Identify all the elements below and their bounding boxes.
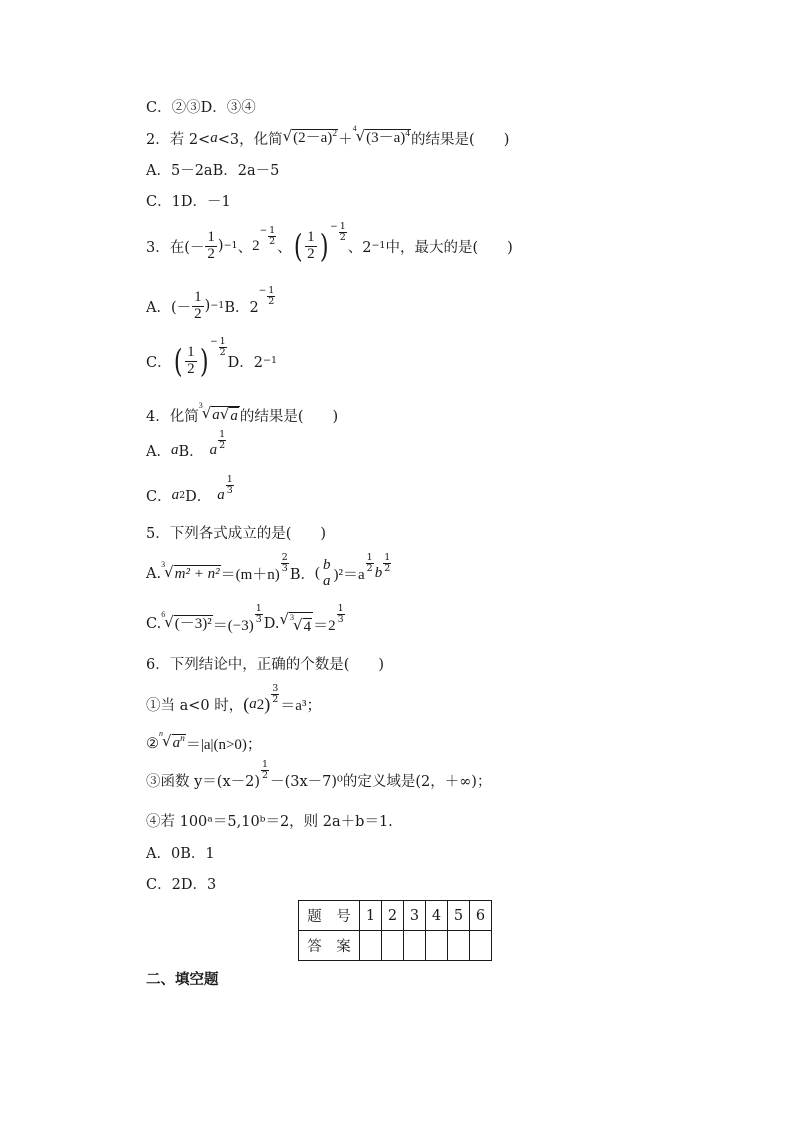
q5-d-rad-body: 4	[303, 619, 312, 635]
q3-a-label: A．(－	[146, 299, 192, 316]
q4-suffix: 的结果是( )	[239, 409, 339, 425]
q4-stem	[146, 400, 339, 426]
q6-s3-mid: －(3x－7)⁰的定义域是(2，＋∞)；	[270, 774, 492, 790]
q3-base2: 2	[252, 237, 260, 254]
q5-a-label: A.	[146, 565, 162, 582]
answer-table-number-label: 题 号	[299, 901, 360, 931]
answer-cell-4[interactable]	[426, 931, 448, 961]
q3-b-exp	[259, 286, 277, 307]
q3-c-exp	[210, 337, 228, 358]
q3-stem: 3．在(－ $\frac{1}{2}$ ) −1 、 2 − $\frac{1}{2}$ 、 ( $\frac{1}{2}$ ) − $\frac{1}{2}$ 、2 −1 中，最大的是( )	[146, 220, 513, 266]
q6-s2-index: n	[159, 729, 163, 739]
q5-c-exp-num: 1	[255, 602, 262, 614]
q3-b-label: B．2	[224, 299, 259, 316]
q5-a-eq: ＝(m＋n)	[220, 567, 280, 584]
q3-a-tail: )	[204, 298, 211, 315]
q5-options-cd	[146, 602, 346, 636]
q1-options-cd-text: C．②③D．③④	[146, 100, 256, 116]
q4-d-exp	[225, 475, 235, 496]
q5-options-ab: A. 3 √ m² + n² ＝(m＋n) $\frac{2}{3}$ B． ( b a )²＝a $\frac{1}{2}$ b $\frac{1}{2}$	[146, 552, 391, 589]
q1-options-cd	[146, 96, 256, 117]
q6-s3-exp-den: 2	[262, 770, 269, 781]
q2-options-ab-text: A．5－2aB．2a－5	[146, 163, 280, 179]
q4-b-var: a	[209, 442, 218, 458]
q5-c-label: C.	[146, 616, 162, 633]
q3-d-label: D．2	[227, 354, 264, 371]
q6-statement-4	[146, 810, 393, 831]
q6-options-cd	[146, 873, 216, 894]
q2-rad2-index: 4	[352, 124, 357, 134]
q6-stem	[146, 653, 384, 674]
q6-s3-prefix: ③函数 y＝(x－2)	[146, 774, 261, 790]
q3-paren-exp-neg: −	[330, 221, 338, 232]
q5-d-radical: √ 3 √ 4	[279, 610, 312, 635]
answer-cell-5[interactable]	[448, 931, 470, 961]
q3-c-exp-neg: −	[210, 336, 218, 347]
q2-rad1-body: (2－a)	[293, 130, 333, 147]
q5-c-radical: 6 √ (－3)²	[161, 610, 212, 632]
q4-b-exp	[217, 430, 227, 451]
q3-suffix: 中，最大的是( )	[385, 239, 513, 256]
answer-table-answer-label: 答 案	[299, 931, 360, 961]
q6-s2-exp: n	[180, 734, 185, 745]
q6-s4-text: ④若 100ᵃ＝5,10ᵇ＝2，则 2a＋b＝1.	[146, 814, 393, 830]
q2-options-ab	[146, 159, 279, 180]
q6-s1-prefix: ①当 a<0 时，	[146, 698, 244, 714]
q4-rad-index: 3	[198, 400, 203, 410]
q3-prefix: 3．在(－	[146, 239, 205, 256]
q5-c-eq: ＝(−3)	[212, 617, 254, 634]
q2-options-cd-text: C．1D．－1	[146, 194, 231, 210]
q3-c-fraction	[185, 345, 197, 378]
q6-s2-radical: n √ $a^n$	[159, 729, 185, 752]
q5-b-tail: )²＝a	[333, 567, 365, 584]
q6-options-ab	[146, 842, 215, 863]
q3-half-neg: −	[259, 225, 268, 236]
q4-b-exp-den: 2	[219, 440, 226, 451]
q5-d-exp	[336, 604, 346, 625]
q5-a-rad-index: 3	[161, 559, 166, 569]
answer-table-row-numbers	[299, 901, 492, 931]
answer-table-number-4: 4	[426, 901, 448, 931]
q2-radical-2: 4 √ $(3-a)^4$	[352, 124, 411, 147]
answer-cell-6[interactable]	[470, 931, 492, 961]
q6-s1-exp-num: 3	[272, 683, 279, 695]
q3-c-exp-num: 1	[219, 335, 226, 347]
q6-s1-exp	[270, 684, 280, 705]
q4-c-label: C．	[146, 489, 172, 505]
answer-table-row-answers	[299, 931, 492, 961]
q4-rad-var-outer: a	[212, 406, 220, 423]
q5-b-exp2-den: 2	[384, 563, 391, 575]
q5-a-exp	[280, 553, 290, 574]
q4-b-label: B．	[178, 444, 204, 460]
q5-d-label: D.	[263, 616, 280, 633]
q5-b-mid: b	[374, 565, 383, 582]
section-heading: 二、填空题	[146, 972, 219, 988]
q2-stem	[146, 124, 510, 149]
q4-a-label: A．	[146, 444, 171, 460]
q5-b-num: b	[322, 557, 331, 573]
answer-cell-1[interactable]	[360, 931, 382, 961]
q3-half-num: 1	[269, 224, 276, 236]
q4-b-exp-num: 1	[219, 429, 226, 441]
q3-fraction	[205, 230, 217, 263]
q5-d-exp-num: 1	[337, 602, 344, 614]
q2-rad2-exp: 4	[405, 129, 411, 140]
q3-options-ab: A．(－ $\frac{1}{2}$ ) −1 B．2 − $\frac{1}{2}$	[146, 284, 275, 322]
answer-table-number-2: 2	[382, 901, 404, 931]
q2-plus: ＋	[338, 132, 353, 148]
q3-sep: 、	[237, 239, 253, 256]
q3-b-exp-den: 2	[268, 295, 275, 307]
q2-suffix: 的结果是( )	[411, 132, 510, 148]
q4-options-ab	[146, 429, 227, 461]
q2-var: a	[210, 130, 218, 146]
q3-c-num: 1	[187, 344, 195, 360]
q6-s1-exp-den: 2	[272, 694, 279, 705]
q6-stem-text: 6．下列结论中，正确的个数是( )	[146, 657, 385, 673]
q5-b-fraction	[321, 558, 333, 590]
answer-table-number-1: 1	[360, 901, 382, 931]
q2-rad2-body: (3－a)	[366, 130, 406, 147]
q3-p1: )	[217, 238, 224, 255]
q6-s3-exp-num: 1	[262, 759, 269, 771]
q3-c-label: C．	[146, 354, 172, 371]
q4-radical: 3 √ a √ a	[198, 400, 238, 424]
q4-d-label: D．	[185, 489, 212, 505]
q5-stem-text: 5．下列各式成立的是( )	[146, 526, 327, 542]
answer-table-number-5: 5	[448, 901, 470, 931]
q5-d-exp-den: 3	[337, 613, 344, 625]
q5-d-eq: ＝2	[313, 617, 336, 634]
q6-s1-eq: ＝a³；	[280, 698, 322, 714]
q6-options-cd-text: C．2D．3	[146, 877, 217, 893]
q2-radical-1: √ $(2-a)^2$	[282, 127, 338, 147]
q2-mid: <3，化简	[217, 132, 283, 148]
q3-p2: 、	[277, 239, 292, 256]
q5-b-exp2	[382, 553, 392, 574]
q5-c-rad-body: (－3)²	[174, 616, 212, 632]
q5-stem	[146, 522, 326, 543]
q5-a-exp-den: 3	[281, 563, 288, 575]
q4-d-exp-num: 1	[226, 474, 233, 486]
q3-paren-exp-num: 1	[339, 220, 346, 232]
q3-paren-num: 1	[307, 229, 315, 245]
q6-options-ab-text: A．0B．1	[146, 846, 215, 862]
q3-a-den: 2	[194, 305, 202, 322]
q4-d-var: a	[217, 487, 225, 503]
q5-a-exp-num: 2	[281, 552, 288, 564]
q4-prefix: 4．化简	[146, 409, 199, 425]
q2-options-cd	[146, 190, 231, 211]
q3-exp-half	[260, 226, 278, 247]
q6-statement-2	[146, 729, 262, 754]
q5-a-radical: 3 √ m² + n²	[161, 559, 220, 582]
q6-s3-exp	[260, 760, 270, 781]
q6-statement-1: ①当 a<0 时， ( a 2 ) $\frac{3}{2}$ ＝a³；	[146, 683, 322, 714]
q4-options-cd: C． a 2 D． a $\frac{1}{3}$	[146, 474, 233, 505]
q2-prefix: 2．若 2<	[146, 132, 211, 148]
q5-b-exp1	[365, 553, 375, 574]
answer-table	[298, 900, 492, 961]
q5-b-den: a	[322, 572, 331, 589]
q3-paren-exp	[330, 222, 348, 243]
q3-options-cd: C． ( $\frac{1}{2}$ ) − $\frac{1}{2}$ D．2 −1	[146, 335, 278, 381]
q3-paren-fraction	[305, 230, 317, 263]
answer-cell-2[interactable]	[382, 931, 404, 961]
q3-p3: 、2	[347, 239, 372, 256]
q3-frac-num: 1	[207, 229, 215, 245]
q3-half-den: 2	[269, 235, 276, 247]
q6-s2-tail: ＝|a|(n>0)；	[185, 737, 262, 753]
answer-table-number-3: 3	[404, 901, 426, 931]
q3-c-den: 2	[187, 360, 195, 377]
q5-a-rad-body: m² + n²	[174, 565, 220, 582]
q4-c-var: a	[171, 487, 180, 503]
q3-frac-den: 2	[207, 245, 215, 262]
answer-cell-3[interactable]	[404, 931, 426, 961]
q6-statement-3	[146, 759, 492, 791]
answer-table-number-6: 6	[470, 901, 492, 931]
q6-s2-prefix: ②	[146, 735, 159, 752]
q5-d-inner-index: 3	[290, 613, 295, 622]
q4-rad-var-inner: a	[230, 407, 238, 424]
q5-c-exp-den: 3	[255, 613, 262, 625]
q3-c-exp-den: 2	[219, 346, 226, 358]
q3-paren-den: 2	[307, 245, 315, 262]
q3-b-exp-num: 1	[268, 284, 275, 296]
q5-b-exp2-num: 1	[384, 552, 391, 564]
q5-c-exp	[254, 604, 264, 625]
q5-c-rad-index: 6	[161, 610, 166, 619]
q4-a-var: a	[170, 442, 179, 458]
q2-rad1-exp: 2	[332, 129, 338, 140]
q4-d-exp-den: 3	[226, 485, 233, 496]
q6-s2-var: a	[172, 735, 181, 752]
q3-a-num: 1	[194, 289, 202, 305]
q5-b-label: B．	[289, 567, 315, 584]
q5-b-exp1-num: 1	[366, 552, 373, 564]
q3-paren-exp-den: 2	[339, 231, 346, 243]
q5-b-exp1-den: 2	[366, 563, 373, 575]
q3-b-exp-neg: −	[258, 285, 267, 296]
q3-a-fraction	[192, 290, 204, 323]
